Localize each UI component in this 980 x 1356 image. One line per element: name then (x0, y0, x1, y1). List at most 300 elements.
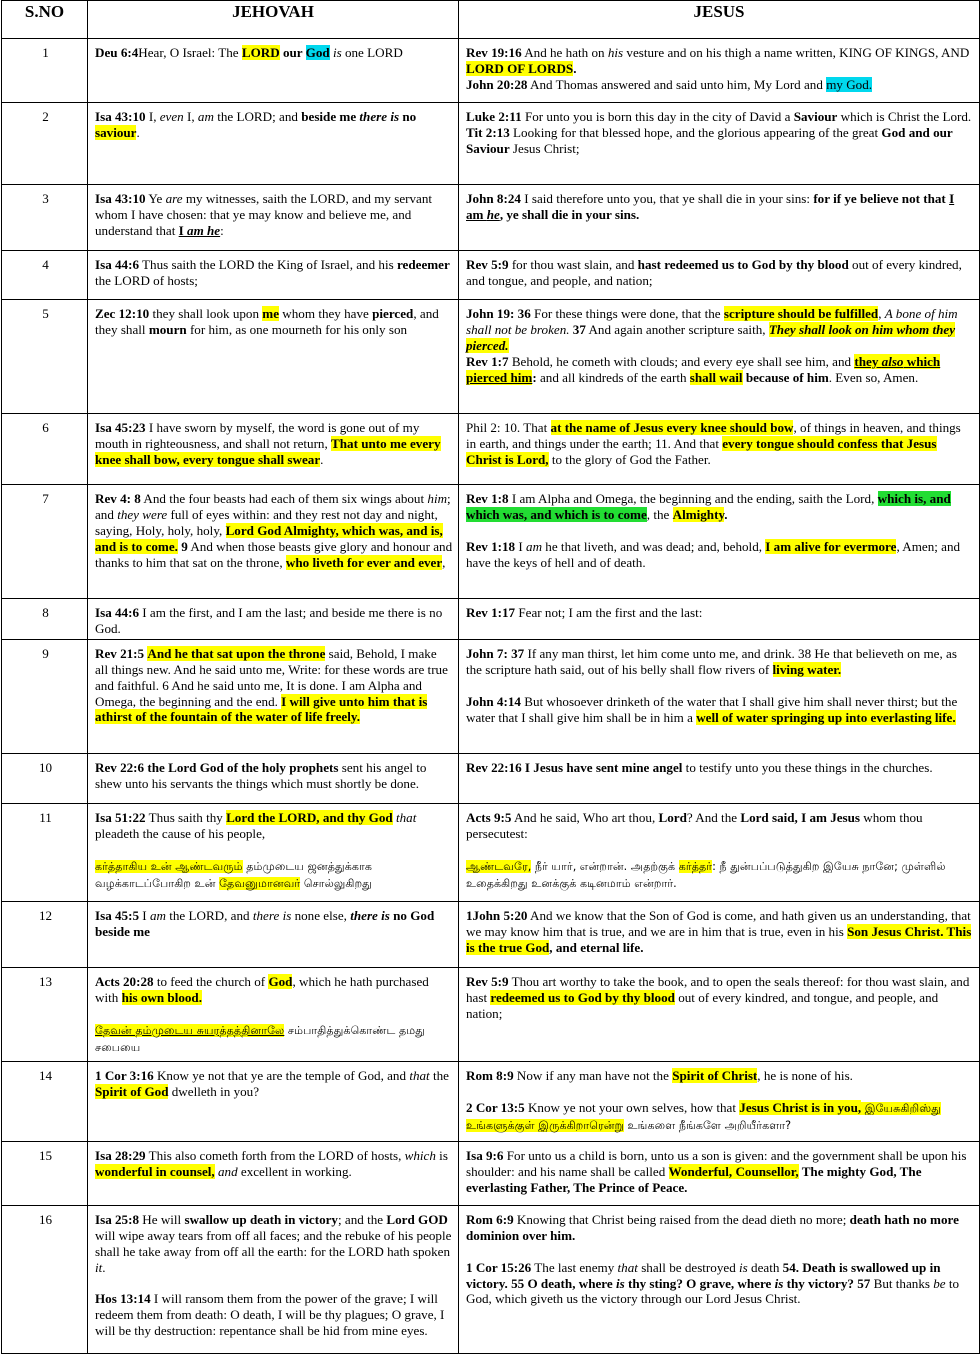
text-segment: 1 Cor 15:26 (466, 1259, 532, 1275)
text-segment: pierced (372, 306, 414, 321)
text-segment: Rom 8:9 (466, 1067, 514, 1083)
text-segment: Lord said, I am Jesus (740, 809, 861, 825)
text-segment: scripture should be fulfilled (723, 306, 879, 321)
jesus-verse-cell (459, 185, 980, 251)
text-segment: I am alive for evermore (765, 538, 897, 554)
jehovah-verse-cell (88, 414, 459, 485)
text-segment: And again another scripture saith, (585, 321, 769, 337)
text-segment: to feed the church of (153, 973, 269, 989)
jehovah-paragraph (95, 306, 453, 338)
text-segment: Acts 9:5 (466, 809, 512, 825)
text-segment: ; and (95, 491, 451, 522)
text-segment: Lord the LORD, and thy God (226, 809, 393, 825)
text-segment: no (399, 109, 417, 124)
jehovah-verse-cell (88, 251, 459, 300)
text-segment: one LORD (341, 45, 403, 60)
text-segment: , (442, 554, 446, 570)
row-number: 1 (2, 39, 88, 103)
text-segment: Rom 6:9 (466, 1211, 514, 1227)
text-segment: Isa 43:10 (95, 109, 146, 124)
text-segment: . (320, 451, 324, 467)
text-segment: That unto me every knee shall bow, every tongue shall swear (95, 435, 441, 467)
text-segment: also (881, 353, 904, 369)
row-number: 2 (2, 103, 88, 185)
header-sno: S.NO (2, 1, 88, 39)
text-segment: I will ransom them from the power of the grave; I will redeem them from death: O death, I will be thy plagues; O grave, I will be thy destruction: repentance shall be hid from mine eyes. (95, 1291, 445, 1339)
row-number: 16 (2, 1205, 88, 1353)
text-segment: Hear, O Israel: The (138, 45, 242, 60)
jesus-paragraph (466, 974, 974, 1022)
text-segment: And he said, Who art thou, (511, 809, 659, 825)
text-segment: 1John 5:20 (466, 907, 528, 923)
jesus-verse-cell (459, 1061, 980, 1141)
paragraph-gap (466, 1244, 974, 1260)
text-segment: Looking for that blessed hope, and the glorious appearing of the great (509, 124, 882, 140)
text-segment: ; and the (337, 1211, 387, 1227)
text-segment: Zec 12:10 (95, 306, 150, 321)
text-segment: full of eyes within: and they rest not day and night, saying, Holy, holy, holy, (95, 506, 438, 538)
paragraph-gap (466, 1084, 974, 1100)
text-segment: Rev 19:16 (466, 45, 522, 60)
table-row (2, 414, 980, 485)
text-segment: ? And the (686, 809, 741, 825)
text-segment: Rev 1:7 (466, 353, 509, 369)
text-segment: I said therefore unto you, that ye shall die in your sins: (520, 191, 814, 206)
text-segment: the (429, 1067, 449, 1083)
jehovah-paragraph (95, 605, 453, 637)
text-segment: John 4:14 (466, 693, 521, 709)
text-segment: , (878, 306, 885, 321)
text-segment: I, (145, 109, 160, 124)
text-segment: and (217, 1163, 238, 1179)
text-segment: Thou art worthy to take the book, and to open the seals thereof: for thou wast slain, and hast (466, 973, 970, 1005)
jesus-paragraph (466, 191, 974, 223)
text-segment: The last enemy (531, 1259, 618, 1275)
text-segment: wonderful in counsel, (95, 1163, 215, 1179)
jehovah-verse-cell (88, 967, 459, 1061)
jesus-paragraph (466, 491, 974, 523)
table-row (2, 485, 980, 599)
jehovah-paragraph (95, 1022, 453, 1056)
text-segment: death hath no more dominion over him. (466, 1211, 959, 1243)
jesus-paragraph (466, 109, 974, 125)
text-segment: thy victory? 57 (783, 1275, 871, 1291)
row-number: 12 (2, 901, 88, 967)
text-segment: Isa 51:22 (95, 809, 146, 825)
text-segment: But whosoever drinketh of the water that I shall give him shall never thirst; but the water that I shall give him shall be in him a (466, 693, 958, 725)
jehovah-paragraph (95, 908, 453, 940)
text-segment: John 19: 36 (466, 306, 531, 321)
text-segment: they (854, 353, 882, 369)
text-segment: For unto you is born this day in the city of David a (521, 109, 794, 124)
text-segment: A bone of him shall not be broken. (466, 306, 958, 337)
text-segment: is (774, 1275, 784, 1291)
text-segment: Hos 13:14 (95, 1291, 151, 1307)
text-segment: நீர் யார், என்றான். அதற்குக் (531, 859, 679, 873)
text-segment: my God. (826, 76, 873, 92)
text-segment: is (332, 45, 342, 60)
table-row (2, 185, 980, 251)
text-segment: am he (187, 222, 221, 238)
jehovah-paragraph (95, 760, 453, 792)
jesus-verse-cell (459, 300, 980, 414)
text-segment: And Thomas answered and said unto him, My Lord and (527, 76, 827, 92)
jehovah-paragraph (95, 646, 453, 726)
jehovah-paragraph (95, 491, 453, 571)
text-segment: sent his angel to shew unto his servants the things which must shortly be done. (95, 759, 427, 791)
text-segment: Isa 45:23 (95, 420, 146, 435)
text-segment: 54. Death is swallowed up in victory. 55 O death, where (466, 1259, 941, 1291)
jehovah-verse-cell (88, 1141, 459, 1205)
text-segment: Rev 5:9 (466, 973, 509, 989)
header-row (2, 1, 980, 39)
text-segment: Ye (145, 191, 166, 206)
text-segment: And he hath on (521, 45, 608, 60)
text-segment: out of every kindred, and tongue, and people, and nation; (466, 989, 939, 1021)
table-row (2, 103, 980, 185)
text-segment: they shall look upon (149, 306, 263, 321)
text-segment: which is, and which was, and which is to come (466, 491, 951, 522)
text-segment: Jesus Christ is in you, (739, 1099, 862, 1115)
jesus-paragraph (466, 1212, 974, 1244)
text-segment: vesture and on his thigh a name written, KING OF KINGS, AND (623, 45, 970, 60)
jesus-paragraph (466, 1148, 974, 1196)
jesus-verse-cell (459, 639, 980, 753)
paragraph-gap (466, 523, 974, 539)
text-segment: Isa 44:6 (95, 257, 140, 272)
jesus-paragraph (466, 858, 974, 892)
paragraph-gap (466, 842, 974, 858)
row-number: 13 (2, 967, 88, 1061)
row-number: 14 (2, 1061, 88, 1141)
table-row (2, 967, 980, 1061)
header-jesus: JESUS (459, 1, 980, 39)
text-segment: Behold, he cometh with clouds; and every eye shall see him, and (508, 353, 855, 369)
jesus-verse-cell (459, 251, 980, 300)
jehovah-paragraph (95, 420, 453, 468)
jehovah-paragraph (95, 1212, 453, 1276)
jesus-paragraph (466, 605, 974, 621)
text-segment: . (102, 1259, 106, 1275)
text-segment: will wipe away tears from off all faces; and the rebuke of his people shall he take away from off all the earth: for the LORD hath spoken (95, 1227, 452, 1259)
jesus-paragraph (466, 45, 974, 77)
text-segment: the LORD, and (165, 907, 253, 923)
jehovah-verse-cell (88, 185, 459, 251)
text-segment: Deu 6:4 (95, 45, 139, 60)
text-segment: Acts 20:28 (95, 973, 154, 989)
text-segment: John 8:24 (466, 191, 521, 206)
text-segment: there is (350, 907, 390, 923)
text-segment: Jesus Christ; (509, 140, 580, 156)
text-segment: God and our Saviour (466, 124, 953, 156)
table-row (2, 599, 980, 640)
text-segment: Knowing that Christ being raised from the dead dieth no more; (513, 1211, 850, 1227)
text-segment: : நீ துன்பப்படுத்துகிற இயேசு நானே; முள்ளில் உதைக்கிறது உனக்குக் கடினமாம் என்றார். (466, 859, 946, 890)
text-segment: hast redeemed us to God by thy blood (637, 257, 849, 272)
jesus-verse-cell (459, 599, 980, 640)
text-segment: For unto us a child is born, unto us a son is given: and the government shall be upon his shoulder: and his name shall be called (466, 1147, 967, 1179)
text-segment: And when those beasts give glory and honour and thanks to him that sat on the throne, (95, 538, 453, 570)
text-segment: saviour (95, 124, 137, 140)
text-segment: Wonderful, Counsellor, (668, 1163, 799, 1179)
text-segment: Tit 2:13 (466, 124, 510, 140)
text-segment: shall be destroyed (637, 1259, 740, 1275)
row-number: 6 (2, 414, 88, 485)
paragraph-gap (95, 1006, 453, 1022)
text-segment: Fear not; I am the first and the last: (515, 605, 703, 620)
comparison-table (1, 0, 980, 1354)
text-segment: I am Alpha and Omega, the beginning and the ending, saith the Lord, (508, 491, 878, 506)
row-number: 9 (2, 639, 88, 753)
text-segment: , which he hath purchased with (95, 973, 429, 1005)
text-segment: whom they have (279, 306, 373, 321)
text-segment: Rev 21:5 (95, 645, 145, 661)
text-segment: his own blood. (121, 989, 202, 1005)
text-segment: to testify unto you these things in the churches. (682, 759, 933, 775)
text-segment: he (486, 206, 500, 222)
text-segment: God (268, 973, 293, 989)
jehovah-verse-cell (88, 103, 459, 185)
text-segment: LORD (241, 45, 280, 60)
jesus-paragraph (466, 810, 974, 842)
text-segment: Isa 28:29 (95, 1147, 146, 1163)
jesus-paragraph (466, 694, 974, 726)
jesus-verse-cell (459, 39, 980, 103)
jesus-verse-cell (459, 1205, 980, 1353)
jesus-paragraph (466, 1260, 974, 1308)
text-segment: Thus saith the LORD the King of Israel, and his (139, 257, 397, 272)
text-segment: Isa 44:6 (95, 605, 140, 620)
text-segment: am (197, 109, 214, 124)
text-segment: , Amen; and have the keys of hell and of death. (466, 538, 961, 570)
text-segment: Phil 2: 10. That (466, 420, 551, 435)
text-segment: If any man thirst, let him come unto me, and drink. 38 He that believeth on me, as the scripture hath said, out of his belly shall flow rivers of (466, 645, 957, 677)
text-segment: swallow up death in victory (184, 1211, 338, 1227)
table-row (2, 1141, 980, 1205)
text-segment: Lord GOD (386, 1211, 448, 1227)
text-segment: They shall look on him whom they pierced. (466, 321, 956, 353)
text-segment: at the name of Jesus every knee should bow (550, 420, 794, 435)
jesus-paragraph (466, 1100, 974, 1134)
text-segment: I (178, 222, 188, 238)
text-segment: shall wail (689, 369, 743, 385)
text-segment: This also cometh forth from the LORD of hosts, (145, 1147, 405, 1163)
text-segment: I have sworn by myself, the word is gone out of my mouth in righteousness, and shall not return, (95, 420, 420, 451)
text-segment: redeemed us to God by thy blood (490, 989, 675, 1005)
jesus-paragraph (466, 257, 974, 289)
text-segment: Spirit of Christ (672, 1067, 758, 1083)
jesus-paragraph (466, 125, 974, 157)
text-segment: , he is none of his. (757, 1067, 853, 1083)
text-segment: Isa 25:8 (95, 1211, 140, 1227)
text-segment: I will give unto him that is athirst of the fountain of the water of life freely. (95, 693, 428, 725)
text-segment: Son Jesus Christ. This is the true God (466, 923, 972, 955)
text-segment: Rev 1:17 (466, 605, 516, 620)
row-number: 10 (2, 753, 88, 803)
text-segment: mourn (148, 321, 187, 337)
text-segment: But thanks (870, 1275, 934, 1291)
text-segment: our (279, 45, 306, 60)
text-segment: out of every kindred, and tongue, and people, and nation; (466, 257, 962, 288)
text-segment: me (262, 306, 280, 321)
row-number: 15 (2, 1141, 88, 1205)
jesus-verse-cell (459, 103, 980, 185)
text-segment: இயேசுகிறிஸ்து உங்களுக்குள் இருக்கிறாரென்று (466, 1101, 941, 1132)
text-segment: I (139, 907, 150, 923)
text-segment: every tongue should confess that Jesus Christ is Lord, (466, 435, 937, 467)
table-row (2, 901, 980, 967)
text-segment: And he that sat upon the throne (147, 645, 326, 661)
text-segment: him (427, 491, 448, 506)
text-segment: 37 (569, 321, 586, 337)
table-row (2, 251, 980, 300)
text-segment: Rev 4: 8 (95, 491, 141, 506)
table-row (2, 39, 980, 103)
text-segment: சம்பாதித்துக்கொண்ட தமது சபையை (95, 1023, 425, 1054)
row-number: 5 (2, 300, 88, 414)
jehovah-paragraph (95, 257, 453, 289)
text-segment: well of water springing up into everlasting life. (696, 709, 956, 725)
jehovah-paragraph (95, 858, 453, 892)
text-segment: living water. (772, 661, 842, 677)
text-segment: தேவன் தம்முடைய சுயரத்தத்தினாலே (95, 1023, 285, 1037)
text-segment: Isa 9:6 (466, 1147, 504, 1163)
text-segment: Spirit of God (95, 1083, 169, 1099)
text-segment: John 7: 37 (466, 645, 525, 661)
text-segment: redeemer (396, 257, 450, 272)
text-segment: dwelleth in you? (168, 1083, 260, 1099)
row-number: 11 (2, 803, 88, 901)
jehovah-paragraph (95, 1148, 453, 1180)
table-row (2, 803, 980, 901)
text-segment: . Even so, Amen. (828, 369, 919, 385)
text-segment: The mighty God, The everlasting Father, The Prince of Peace. (466, 1163, 922, 1195)
text-segment: : (532, 369, 537, 385)
jehovah-paragraph (95, 191, 453, 239)
jehovah-verse-cell (88, 901, 459, 967)
text-segment: 2 Cor 13:5 (466, 1099, 525, 1115)
jesus-verse-cell (459, 485, 980, 599)
text-segment: Luke 2:11 (466, 109, 522, 124)
text-segment: , the (646, 506, 673, 522)
jesus-paragraph (466, 1068, 974, 1084)
jehovah-verse-cell (88, 1205, 459, 1353)
text-segment: the LORD; and (213, 109, 302, 124)
text-segment: Rev 5:9 (466, 257, 509, 272)
jehovah-paragraph (95, 45, 453, 61)
jehovah-verse-cell (88, 1061, 459, 1141)
jehovah-verse-cell (88, 485, 459, 599)
text-segment: He will (139, 1211, 185, 1227)
text-segment: . (724, 506, 728, 522)
text-segment: am (526, 538, 543, 554)
row-number: 3 (2, 185, 88, 251)
text-segment: said, Behold, I make all things new. And he said unto me, Write: for these words are true and faithful. 6 And he said unto me, It is done. I am Alpha and Omega, the beginning and the end. (95, 645, 448, 709)
jesus-paragraph (466, 354, 974, 386)
text-segment: are (165, 191, 183, 206)
text-segment: . (136, 124, 140, 140)
jesus-paragraph (466, 420, 974, 468)
text-segment: it (95, 1259, 103, 1275)
jehovah-paragraph (95, 1068, 453, 1100)
text-segment: is (739, 1259, 748, 1275)
paragraph-gap (466, 678, 974, 694)
text-segment: death (747, 1259, 783, 1275)
text-segment: Almighty (672, 506, 725, 522)
text-segment: I, (183, 109, 198, 124)
text-segment: தேவனுமானவர் (219, 876, 301, 890)
text-segment: he that liveth, and was dead; and, behold, (542, 538, 766, 554)
text-segment: சொல்லுகிறது (300, 876, 372, 890)
text-segment: which pierced him (466, 353, 941, 385)
text-segment: Rev 22:16 I Jesus have sent mine angel (466, 759, 683, 775)
table-body (2, 39, 980, 1354)
text-segment: கர்த்தாகிய உன் ஆண்டவரும் (95, 859, 243, 873)
text-segment: his (607, 45, 624, 60)
text-segment: Isa 45:5 (95, 907, 140, 923)
text-segment: LORD OF LORDS (466, 60, 574, 76)
paragraph-gap (95, 1275, 453, 1291)
paragraph-gap (95, 842, 453, 858)
table-row (2, 1061, 980, 1141)
text-segment: and all kindreds of the earth (536, 369, 690, 385)
jehovah-paragraph (95, 109, 453, 141)
text-segment: is (435, 1147, 448, 1163)
jehovah-paragraph (95, 810, 453, 842)
row-number: 4 (2, 251, 88, 300)
text-segment: am (149, 907, 166, 923)
jehovah-verse-cell (88, 599, 459, 640)
text-segment: Rev 1:18 (466, 538, 516, 554)
header-jehovah: JEHOVAH (88, 1, 459, 39)
table-row (2, 753, 980, 803)
text-segment: Lord God Almighty, which was, and is, and is to come. (95, 522, 443, 554)
text-segment: And the four beasts had each of them six wings about (140, 491, 428, 506)
jesus-paragraph (466, 908, 974, 956)
jehovah-verse-cell (88, 639, 459, 753)
text-segment: I am the first, and I am the last; and beside me there is no God. (95, 605, 443, 636)
jesus-verse-cell (459, 753, 980, 803)
jehovah-paragraph (95, 974, 453, 1006)
text-segment: , and eternal life. (549, 939, 644, 955)
text-segment: which (404, 1147, 436, 1163)
text-segment: Rev 1:8 (466, 491, 509, 506)
jehovah-verse-cell (88, 753, 459, 803)
text-segment: 1 Cor 3:16 (95, 1067, 154, 1083)
text-segment: pleadeth the cause of his people, (95, 825, 266, 841)
text-segment: I (515, 538, 527, 554)
text-segment: is (615, 1275, 625, 1291)
text-segment: whom thou persecutest: (466, 809, 923, 841)
text-segment: Lord (658, 809, 687, 825)
text-segment: be (933, 1275, 946, 1291)
text-segment: there is (252, 907, 292, 923)
jesus-verse-cell (459, 967, 980, 1061)
text-segment: to God, which giveth us the victory through our Lord Jesus Christ. (466, 1275, 960, 1307)
row-number: 7 (2, 485, 88, 599)
text-segment: that (395, 809, 417, 825)
table-row (2, 1205, 980, 1353)
text-segment: Now if any man have not the (513, 1067, 673, 1083)
text-segment: Isa 43:10 (95, 191, 146, 206)
jesus-verse-cell (459, 901, 980, 967)
jehovah-verse-cell (88, 300, 459, 414)
text-segment: that (617, 1259, 638, 1275)
jesus-paragraph (466, 646, 974, 678)
text-segment: . (573, 60, 577, 76)
text-segment: no God beside me (95, 907, 435, 939)
table-row (2, 300, 980, 414)
